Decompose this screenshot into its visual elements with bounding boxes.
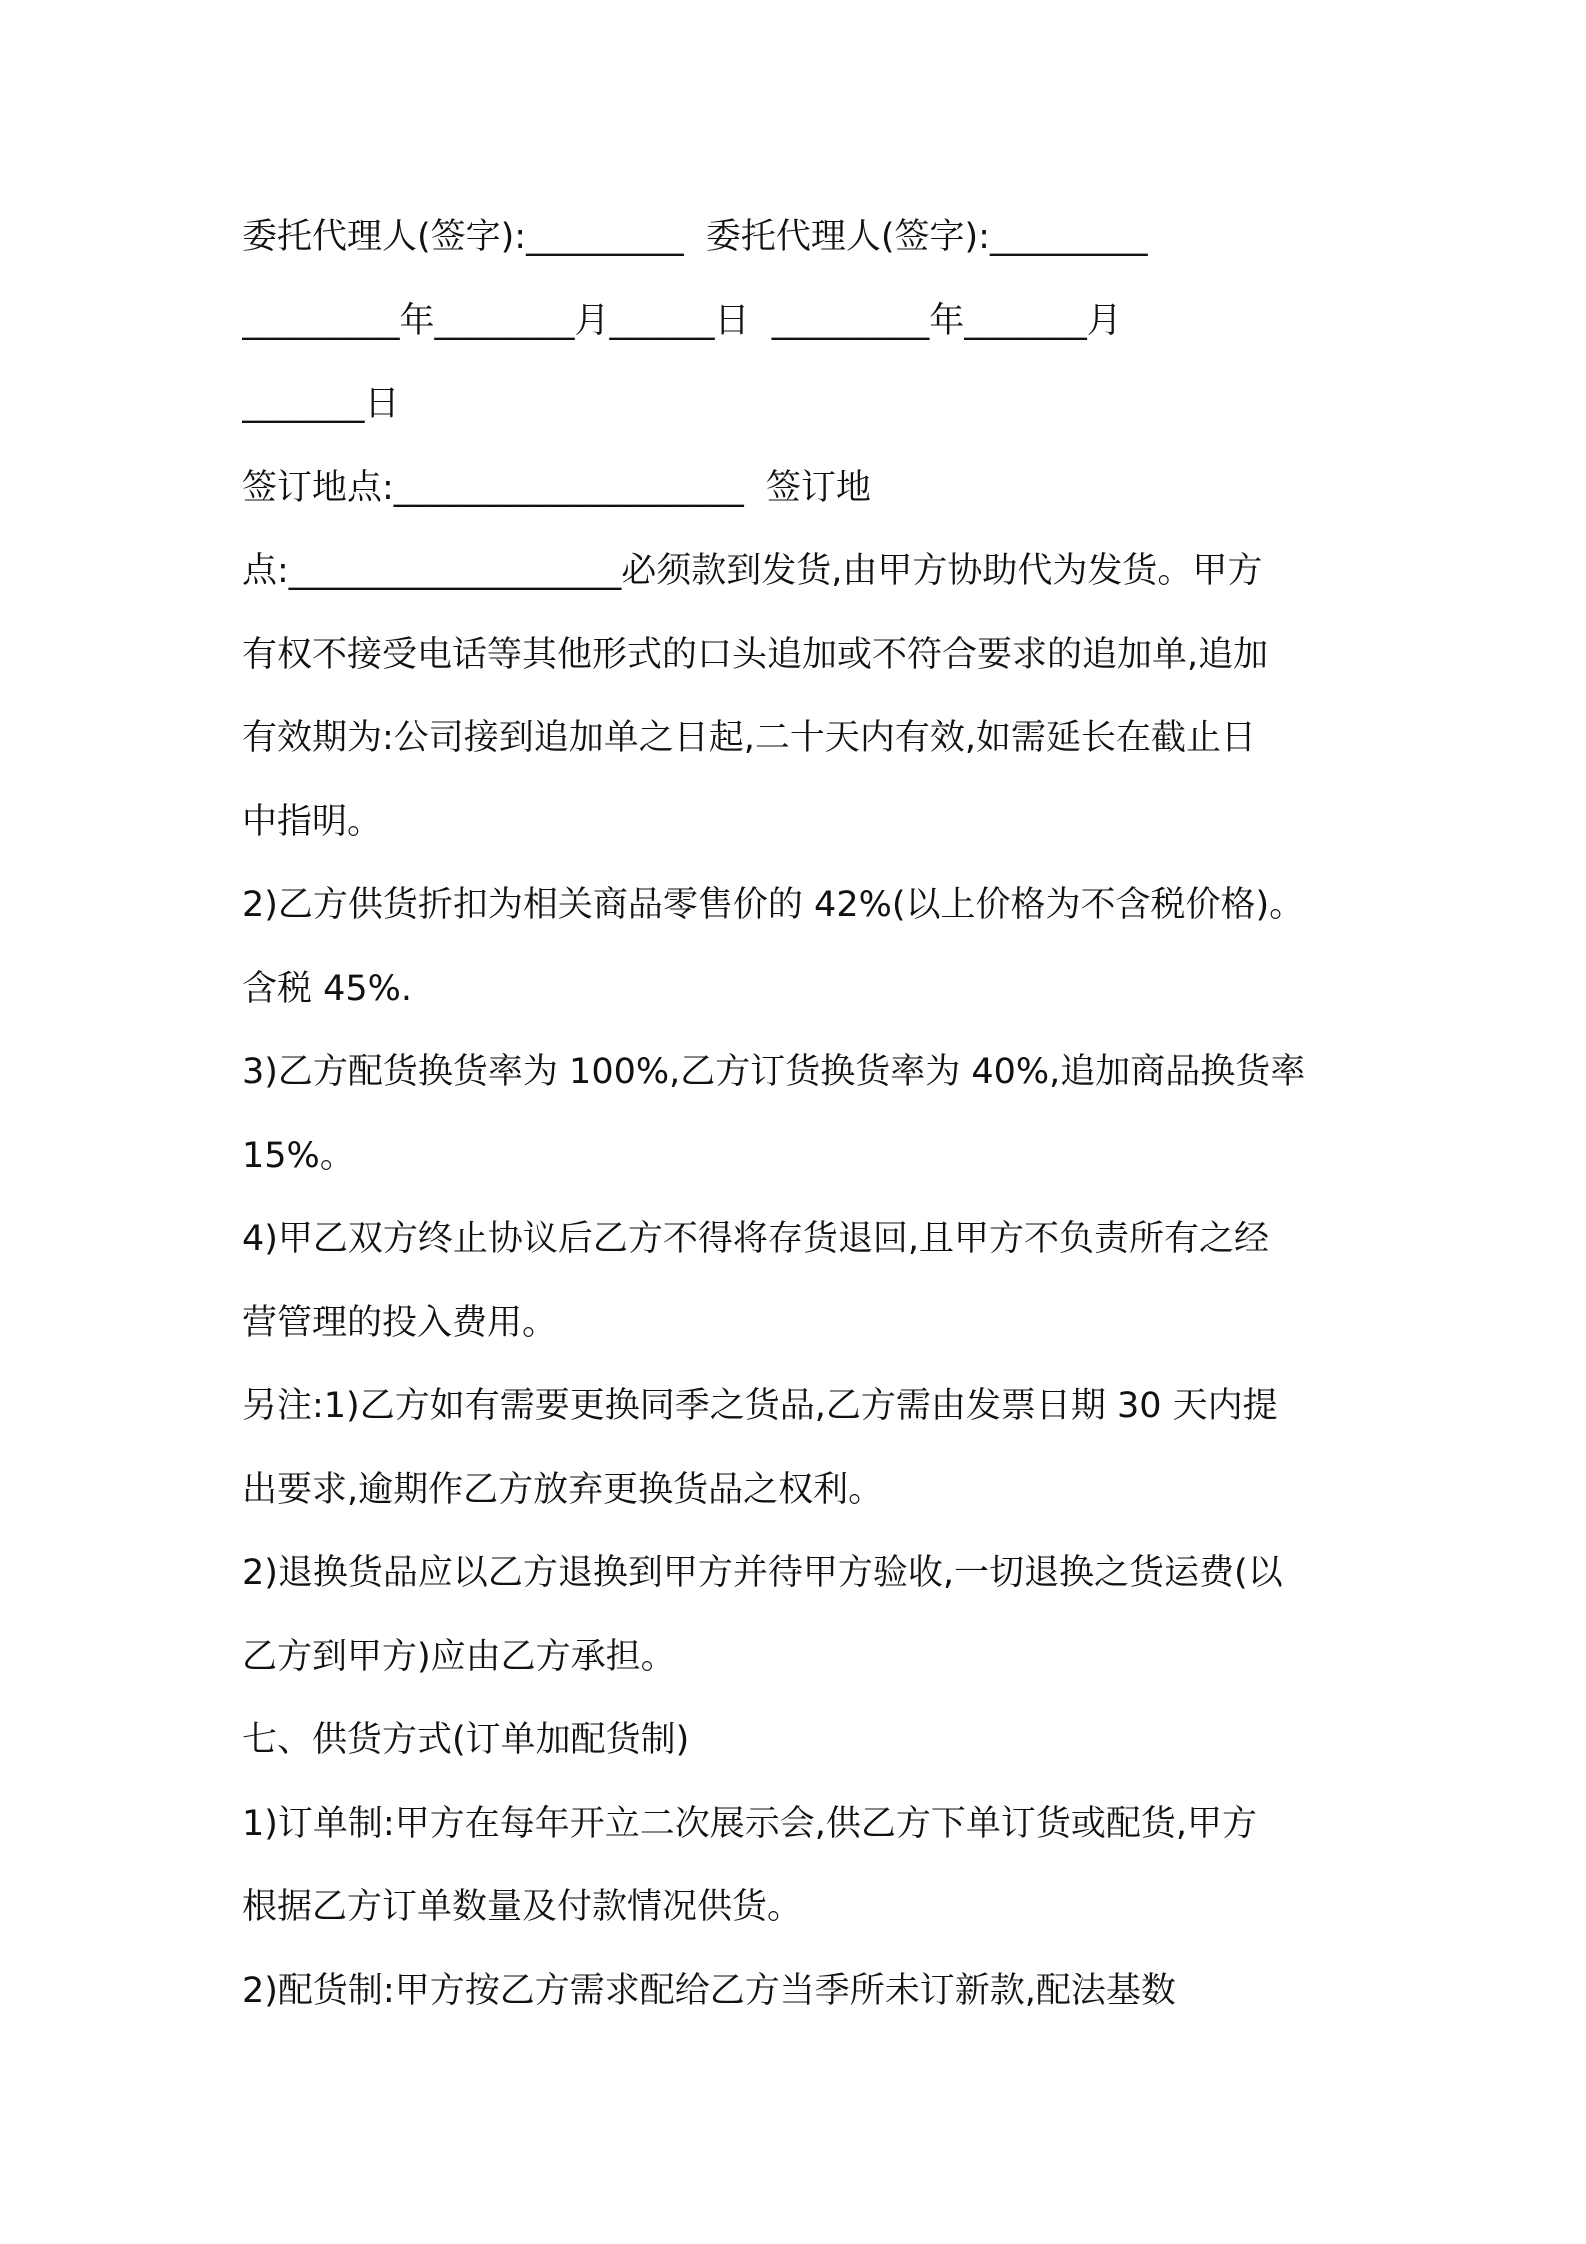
text-line: 根据乙方订单数量及付款情况供货。 [242, 1887, 803, 1927]
text-line: 2)乙方供货折扣为相关商品零售价的 42%(以上价格为不含税价格)。 [242, 885, 1305, 925]
text-line: 点:___________________必须款到发货,由甲方协助代为发货。甲方 [242, 551, 1263, 591]
text-line: 2)退换货品应以乙方退换到甲方并待甲方验收,一切退换之货运费(以 [242, 1553, 1283, 1593]
text-line: 有效期为:公司接到追加单之日起,二十天内有效,如需延长在截止日 [242, 718, 1257, 758]
text-line: 1)订单制:甲方在每年开立二次展示会,供乙方下单订货或配货,甲方 [242, 1803, 1257, 1844]
text-line: 2)配货制:甲方按乙方需求配给乙方当季所未订新款,配法基数 [242, 1970, 1176, 2011]
text-line: 15%。 [242, 1135, 355, 1176]
text-line: _______日 [242, 384, 400, 424]
text-line: 乙方到甲方)应由乙方承担。 [242, 1636, 676, 1677]
text-line: 签订地点:____________________ 签订地 [242, 467, 872, 508]
text-line: 营管理的投入费用。 [242, 1302, 558, 1343]
text-line: 含税 45%. [242, 968, 413, 1009]
text-line: 委托代理人(签字):_________ 委托代理人(签字):_________ [242, 217, 1148, 257]
document-body [242, 196, 1362, 2033]
text-line: 3)乙方配货换货率为 100%,乙方订货换货率为 40%,追加商品换货率 [242, 1052, 1306, 1092]
text-line: 4)甲乙双方终止协议后乙方不得将存货退回,且甲方不负责所有之经 [242, 1219, 1270, 1259]
text-line: 中指明。 [242, 801, 383, 842]
text-line: _________年________月______日 _________年_______月 [242, 300, 1122, 341]
text-line: 另注:1)乙方如有需要更换同季之货品,乙方需由发票日期 30 天内提 [242, 1386, 1278, 1426]
text-line: 有权不接受电话等其他形式的口头追加或不符合要求的追加单,追加 [242, 634, 1269, 675]
text-line: 七、供货方式(订单加配货制) [242, 1720, 690, 1760]
text-line: 出要求,逾期作乙方放弃更换货品之权利。 [242, 1469, 884, 1510]
